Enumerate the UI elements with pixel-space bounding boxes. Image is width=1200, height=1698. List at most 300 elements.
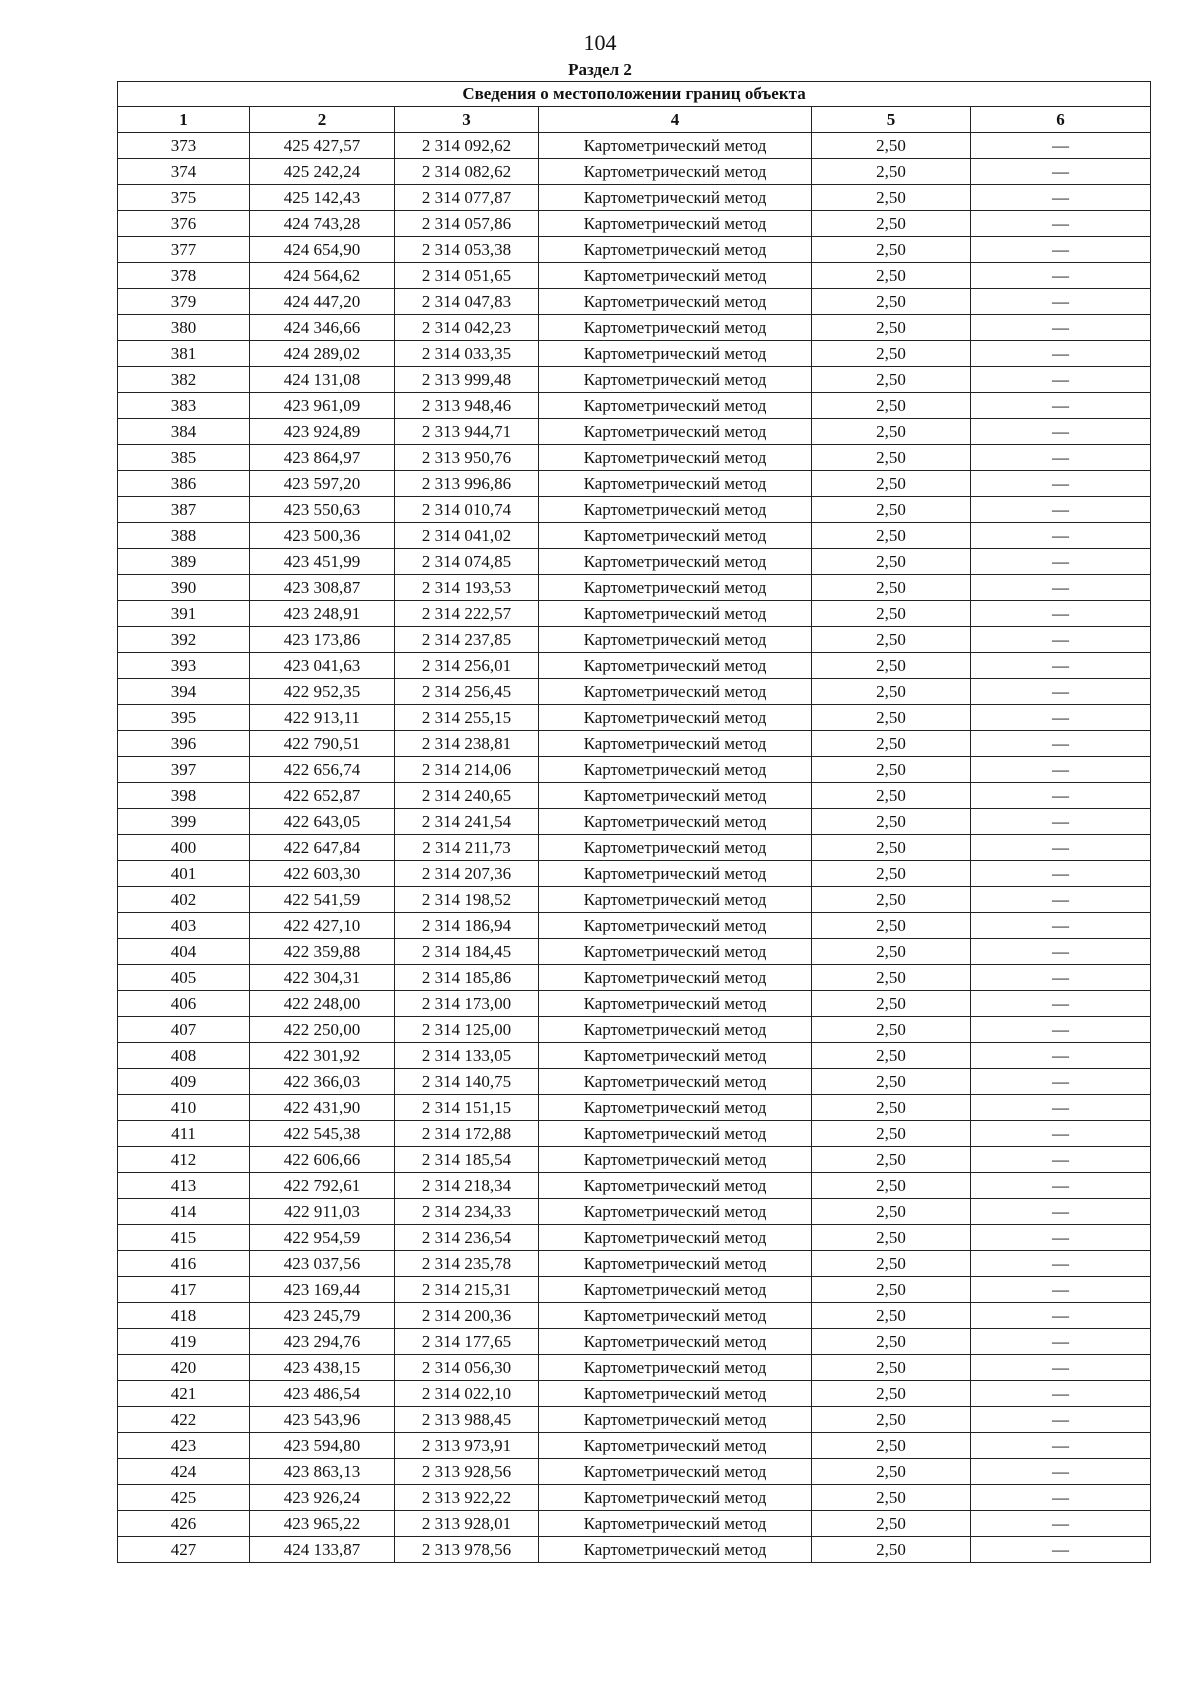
column-header-2: 2 [250,107,395,133]
point-number-cell: 381 [118,341,250,367]
accuracy-cell: 2,50 [812,471,971,497]
note-cell: — [971,861,1151,887]
x-coordinate-cell: 423 597,20 [250,471,395,497]
y-coordinate-cell: 2 314 041,02 [395,523,539,549]
y-coordinate-cell: 2 314 222,57 [395,601,539,627]
y-coordinate-cell: 2 314 053,38 [395,237,539,263]
accuracy-cell: 2,50 [812,367,971,393]
table-row [118,1095,1151,1121]
note-cell: — [971,1069,1151,1095]
method-cell: Картометрический метод [539,679,812,705]
accuracy-cell: 2,50 [812,809,971,835]
note-cell: — [971,575,1151,601]
note-cell: — [971,627,1151,653]
note-cell: — [971,185,1151,211]
point-number-cell: 398 [118,783,250,809]
accuracy-cell: 2,50 [812,133,971,159]
method-cell: Картометрический метод [539,861,812,887]
y-coordinate-cell: 2 314 022,10 [395,1381,539,1407]
method-cell: Картометрический метод [539,1277,812,1303]
method-cell: Картометрический метод [539,133,812,159]
point-number-cell: 399 [118,809,250,835]
x-coordinate-cell: 423 486,54 [250,1381,395,1407]
y-coordinate-cell: 2 314 140,75 [395,1069,539,1095]
table-row [118,393,1151,419]
accuracy-cell: 2,50 [812,835,971,861]
accuracy-cell: 2,50 [812,653,971,679]
accuracy-cell: 2,50 [812,211,971,237]
x-coordinate-cell: 423 037,56 [250,1251,395,1277]
note-cell: — [971,159,1151,185]
x-coordinate-cell: 423 924,89 [250,419,395,445]
y-coordinate-cell: 2 314 125,00 [395,1017,539,1043]
x-coordinate-cell: 422 643,05 [250,809,395,835]
y-coordinate-cell: 2 314 193,53 [395,575,539,601]
y-coordinate-cell: 2 313 922,22 [395,1485,539,1511]
accuracy-cell: 2,50 [812,1485,971,1511]
point-number-cell: 389 [118,549,250,575]
point-number-cell: 378 [118,263,250,289]
y-coordinate-cell: 2 314 198,52 [395,887,539,913]
point-number-cell: 387 [118,497,250,523]
boundary-coordinates-table [117,81,1151,1563]
table-row [118,1043,1151,1069]
note-cell: — [971,679,1151,705]
method-cell: Картометрический метод [539,991,812,1017]
note-cell: — [971,1303,1151,1329]
y-coordinate-cell: 2 314 133,05 [395,1043,539,1069]
method-cell: Картометрический метод [539,835,812,861]
accuracy-cell: 2,50 [812,1433,971,1459]
note-cell: — [971,705,1151,731]
x-coordinate-cell: 425 142,43 [250,185,395,211]
point-number-cell: 403 [118,913,250,939]
accuracy-cell: 2,50 [812,263,971,289]
method-cell: Картометрический метод [539,1017,812,1043]
y-coordinate-cell: 2 314 236,54 [395,1225,539,1251]
note-cell: — [971,1511,1151,1537]
method-cell: Картометрический метод [539,367,812,393]
section-title: Раздел 2 [568,60,632,79]
x-coordinate-cell: 423 550,63 [250,497,395,523]
x-coordinate-cell: 423 308,87 [250,575,395,601]
point-number-cell: 379 [118,289,250,315]
accuracy-cell: 2,50 [812,1225,971,1251]
y-coordinate-cell: 2 314 186,94 [395,913,539,939]
table-row [118,653,1151,679]
x-coordinate-cell: 422 250,00 [250,1017,395,1043]
note-cell: — [971,653,1151,679]
note-cell: — [971,315,1151,341]
x-coordinate-cell: 423 173,86 [250,627,395,653]
method-cell: Картометрический метод [539,809,812,835]
note-cell: — [971,939,1151,965]
note-cell: — [971,211,1151,237]
accuracy-cell: 2,50 [812,1251,971,1277]
accuracy-cell: 2,50 [812,991,971,1017]
point-number-cell: 401 [118,861,250,887]
note-cell: — [971,1407,1151,1433]
method-cell: Картометрический метод [539,1381,812,1407]
x-coordinate-cell: 422 952,35 [250,679,395,705]
point-number-cell: 417 [118,1277,250,1303]
point-number-cell: 413 [118,1173,250,1199]
method-cell: Картометрический метод [539,445,812,471]
x-coordinate-cell: 424 654,90 [250,237,395,263]
method-cell: Картометрический метод [539,289,812,315]
method-cell: Картометрический метод [539,523,812,549]
accuracy-cell: 2,50 [812,1121,971,1147]
accuracy-cell: 2,50 [812,1069,971,1095]
accuracy-cell: 2,50 [812,549,971,575]
y-coordinate-cell: 2 314 077,87 [395,185,539,211]
note-cell: — [971,133,1151,159]
accuracy-cell: 2,50 [812,887,971,913]
table-row [118,1537,1151,1563]
method-cell: Картометрический метод [539,1199,812,1225]
y-coordinate-cell: 2 314 074,85 [395,549,539,575]
accuracy-cell: 2,50 [812,419,971,445]
accuracy-cell: 2,50 [812,1095,971,1121]
x-coordinate-cell: 422 606,66 [250,1147,395,1173]
note-cell: — [971,1147,1151,1173]
x-coordinate-cell: 422 431,90 [250,1095,395,1121]
method-cell: Картометрический метод [539,1069,812,1095]
x-coordinate-cell: 424 447,20 [250,289,395,315]
method-cell: Картометрический метод [539,601,812,627]
table-row [118,445,1151,471]
accuracy-cell: 2,50 [812,1537,971,1563]
note-cell: — [971,1537,1151,1563]
table-row [118,861,1151,887]
method-cell: Картометрический метод [539,783,812,809]
x-coordinate-cell: 423 245,79 [250,1303,395,1329]
y-coordinate-cell: 2 314 207,36 [395,861,539,887]
y-coordinate-cell: 2 314 057,86 [395,211,539,237]
y-coordinate-cell: 2 314 047,83 [395,289,539,315]
method-cell: Картометрический метод [539,1173,812,1199]
method-cell: Картометрический метод [539,1511,812,1537]
accuracy-cell: 2,50 [812,965,971,991]
note-cell: — [971,289,1151,315]
x-coordinate-cell: 423 451,99 [250,549,395,575]
table-row [118,783,1151,809]
point-number-cell: 373 [118,133,250,159]
method-cell: Картометрический метод [539,497,812,523]
note-cell: — [971,1017,1151,1043]
x-coordinate-cell: 422 792,61 [250,1173,395,1199]
x-coordinate-cell: 423 863,13 [250,1459,395,1485]
method-cell: Картометрический метод [539,627,812,653]
point-number-cell: 423 [118,1433,250,1459]
accuracy-cell: 2,50 [812,1381,971,1407]
table-row [118,601,1151,627]
accuracy-cell: 2,50 [812,861,971,887]
note-cell: — [971,1043,1151,1069]
note-cell: — [971,237,1151,263]
point-number-cell: 415 [118,1225,250,1251]
method-cell: Картометрический метод [539,1251,812,1277]
x-coordinate-cell: 423 926,24 [250,1485,395,1511]
x-coordinate-cell: 423 041,63 [250,653,395,679]
point-number-cell: 396 [118,731,250,757]
x-coordinate-cell: 425 427,57 [250,133,395,159]
table-row [118,523,1151,549]
point-number-cell: 422 [118,1407,250,1433]
note-cell: — [971,913,1151,939]
method-cell: Картометрический метод [539,1303,812,1329]
note-cell: — [971,497,1151,523]
x-coordinate-cell: 422 652,87 [250,783,395,809]
y-coordinate-cell: 2 314 082,62 [395,159,539,185]
table-row [118,757,1151,783]
y-coordinate-cell: 2 314 200,36 [395,1303,539,1329]
y-coordinate-cell: 2 313 996,86 [395,471,539,497]
note-cell: — [971,445,1151,471]
accuracy-cell: 2,50 [812,1277,971,1303]
method-cell: Картометрический метод [539,419,812,445]
x-coordinate-cell: 422 656,74 [250,757,395,783]
point-number-cell: 426 [118,1511,250,1537]
x-coordinate-cell: 423 248,91 [250,601,395,627]
x-coordinate-cell: 423 864,97 [250,445,395,471]
point-number-cell: 419 [118,1329,250,1355]
y-coordinate-cell: 2 314 172,88 [395,1121,539,1147]
note-cell: — [971,1329,1151,1355]
accuracy-cell: 2,50 [812,341,971,367]
point-number-cell: 386 [118,471,250,497]
y-coordinate-cell: 2 314 238,81 [395,731,539,757]
accuracy-cell: 2,50 [812,1511,971,1537]
method-cell: Картометрический метод [539,263,812,289]
table-row [118,939,1151,965]
point-number-cell: 395 [118,705,250,731]
point-number-cell: 376 [118,211,250,237]
table-row [118,1303,1151,1329]
y-coordinate-cell: 2 313 999,48 [395,367,539,393]
method-cell: Картометрический метод [539,1407,812,1433]
table-row [118,263,1151,289]
accuracy-cell: 2,50 [812,1043,971,1069]
method-cell: Картометрический метод [539,1095,812,1121]
method-cell: Картометрический метод [539,237,812,263]
y-coordinate-cell: 2 313 978,56 [395,1537,539,1563]
table-row [118,627,1151,653]
page-number: 104 [583,30,617,55]
note-cell: — [971,887,1151,913]
table-row [118,471,1151,497]
point-number-cell: 418 [118,1303,250,1329]
x-coordinate-cell: 422 304,31 [250,965,395,991]
table-row [118,185,1151,211]
table-row [118,1017,1151,1043]
note-cell: — [971,1485,1151,1511]
x-coordinate-cell: 424 564,62 [250,263,395,289]
x-coordinate-cell: 423 965,22 [250,1511,395,1537]
note-cell: — [971,419,1151,445]
point-number-cell: 407 [118,1017,250,1043]
accuracy-cell: 2,50 [812,705,971,731]
y-coordinate-cell: 2 314 056,30 [395,1355,539,1381]
x-coordinate-cell: 425 242,24 [250,159,395,185]
accuracy-cell: 2,50 [812,783,971,809]
y-coordinate-cell: 2 314 173,00 [395,991,539,1017]
table-row [118,887,1151,913]
method-cell: Картометрический метод [539,159,812,185]
x-coordinate-cell: 422 427,10 [250,913,395,939]
table-row [118,367,1151,393]
y-coordinate-cell: 2 314 211,73 [395,835,539,861]
accuracy-cell: 2,50 [812,679,971,705]
method-cell: Картометрический метод [539,1433,812,1459]
method-cell: Картометрический метод [539,185,812,211]
accuracy-cell: 2,50 [812,1147,971,1173]
point-number-cell: 421 [118,1381,250,1407]
note-cell: — [971,1095,1151,1121]
method-cell: Картометрический метод [539,731,812,757]
x-coordinate-cell: 424 346,66 [250,315,395,341]
table-row [118,705,1151,731]
method-cell: Картометрический метод [539,1121,812,1147]
point-number-cell: 392 [118,627,250,653]
note-cell: — [971,471,1151,497]
y-coordinate-cell: 2 314 185,54 [395,1147,539,1173]
y-coordinate-cell: 2 314 184,45 [395,939,539,965]
accuracy-cell: 2,50 [812,1173,971,1199]
table-row [118,133,1151,159]
accuracy-cell: 2,50 [812,1355,971,1381]
table-row [118,315,1151,341]
table-row [118,1173,1151,1199]
accuracy-cell: 2,50 [812,627,971,653]
y-coordinate-cell: 2 314 241,54 [395,809,539,835]
note-cell: — [971,1381,1151,1407]
x-coordinate-cell: 422 603,30 [250,861,395,887]
table-row [118,679,1151,705]
y-coordinate-cell: 2 313 928,01 [395,1511,539,1537]
table-row [118,1199,1151,1225]
y-coordinate-cell: 2 313 973,91 [395,1433,539,1459]
y-coordinate-cell: 2 313 950,76 [395,445,539,471]
note-cell: — [971,757,1151,783]
point-number-cell: 374 [118,159,250,185]
point-number-cell: 409 [118,1069,250,1095]
accuracy-cell: 2,50 [812,185,971,211]
x-coordinate-cell: 423 500,36 [250,523,395,549]
y-coordinate-cell: 2 314 177,65 [395,1329,539,1355]
x-coordinate-cell: 422 541,59 [250,887,395,913]
point-number-cell: 380 [118,315,250,341]
point-number-cell: 414 [118,1199,250,1225]
note-cell: — [971,965,1151,991]
note-cell: — [971,1459,1151,1485]
x-coordinate-cell: 422 301,92 [250,1043,395,1069]
column-header-6: 6 [971,107,1151,133]
note-cell: — [971,783,1151,809]
method-cell: Картометрический метод [539,471,812,497]
method-cell: Картометрический метод [539,1043,812,1069]
y-coordinate-cell: 2 314 256,45 [395,679,539,705]
accuracy-cell: 2,50 [812,523,971,549]
note-cell: — [971,1433,1151,1459]
x-coordinate-cell: 422 913,11 [250,705,395,731]
table-header-row [118,107,1151,133]
accuracy-cell: 2,50 [812,731,971,757]
y-coordinate-cell: 2 314 240,65 [395,783,539,809]
table-row [118,497,1151,523]
point-number-cell: 425 [118,1485,250,1511]
method-cell: Картометрический метод [539,575,812,601]
table-row [118,1355,1151,1381]
method-cell: Картометрический метод [539,549,812,575]
table-row [118,991,1151,1017]
y-coordinate-cell: 2 314 051,65 [395,263,539,289]
y-coordinate-cell: 2 314 218,34 [395,1173,539,1199]
x-coordinate-cell: 423 961,09 [250,393,395,419]
method-cell: Картометрический метод [539,315,812,341]
point-number-cell: 400 [118,835,250,861]
point-number-cell: 404 [118,939,250,965]
table-row [118,289,1151,315]
method-cell: Картометрический метод [539,757,812,783]
accuracy-cell: 2,50 [812,445,971,471]
method-cell: Картометрический метод [539,965,812,991]
x-coordinate-cell: 424 743,28 [250,211,395,237]
method-cell: Картометрический метод [539,393,812,419]
point-number-cell: 384 [118,419,250,445]
table-row [118,419,1151,445]
y-coordinate-cell: 2 314 185,86 [395,965,539,991]
point-number-cell: 391 [118,601,250,627]
x-coordinate-cell: 424 131,08 [250,367,395,393]
accuracy-cell: 2,50 [812,757,971,783]
y-coordinate-cell: 2 314 042,23 [395,315,539,341]
point-number-cell: 383 [118,393,250,419]
y-coordinate-cell: 2 314 151,15 [395,1095,539,1121]
point-number-cell: 411 [118,1121,250,1147]
x-coordinate-cell: 424 289,02 [250,341,395,367]
x-coordinate-cell: 423 438,15 [250,1355,395,1381]
note-cell: — [971,809,1151,835]
y-coordinate-cell: 2 314 234,33 [395,1199,539,1225]
x-coordinate-cell: 422 366,03 [250,1069,395,1095]
y-coordinate-cell: 2 313 928,56 [395,1459,539,1485]
y-coordinate-cell: 2 314 215,31 [395,1277,539,1303]
note-cell: — [971,1225,1151,1251]
column-header-4: 4 [539,107,812,133]
y-coordinate-cell: 2 314 235,78 [395,1251,539,1277]
method-cell: Картометрический метод [539,341,812,367]
table-row [118,1147,1151,1173]
table-row [118,237,1151,263]
table-row [118,1485,1151,1511]
method-cell: Картометрический метод [539,1147,812,1173]
y-coordinate-cell: 2 314 255,15 [395,705,539,731]
point-number-cell: 402 [118,887,250,913]
x-coordinate-cell: 424 133,87 [250,1537,395,1563]
accuracy-cell: 2,50 [812,393,971,419]
accuracy-cell: 2,50 [812,159,971,185]
note-cell: — [971,341,1151,367]
method-cell: Картометрический метод [539,705,812,731]
y-coordinate-cell: 2 314 237,85 [395,627,539,653]
note-cell: — [971,367,1151,393]
point-number-cell: 408 [118,1043,250,1069]
x-coordinate-cell: 423 294,76 [250,1329,395,1355]
note-cell: — [971,1277,1151,1303]
point-number-cell: 416 [118,1251,250,1277]
point-number-cell: 405 [118,965,250,991]
